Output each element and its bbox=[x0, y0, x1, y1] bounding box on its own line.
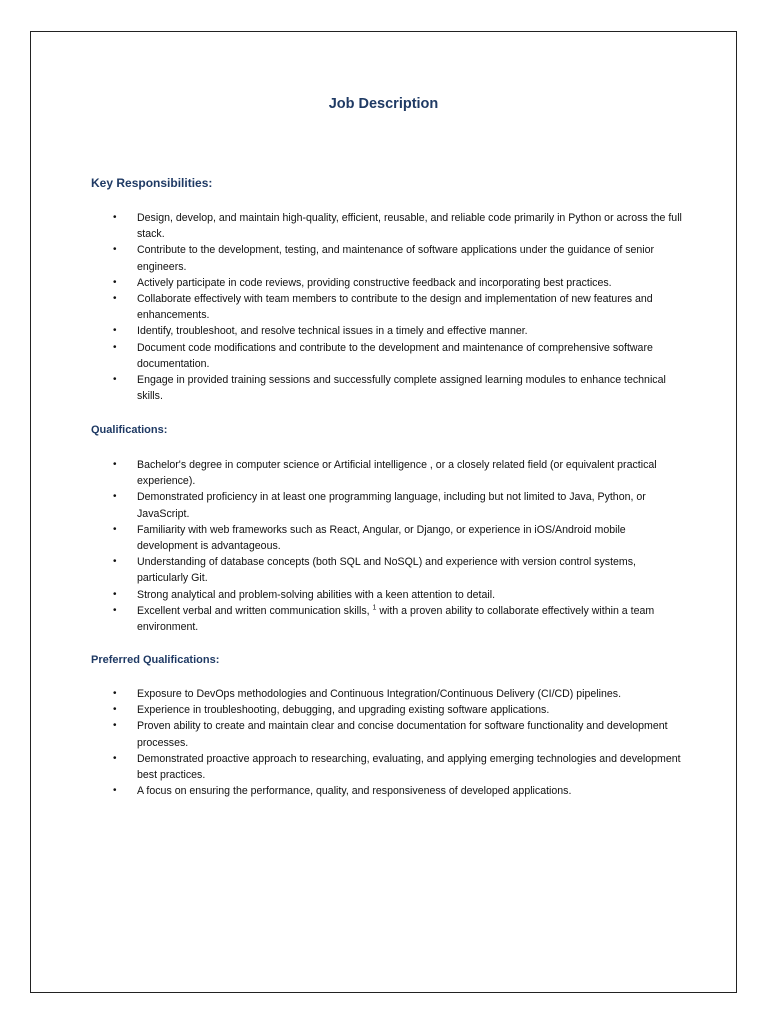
list-item-text: Proven ability to create and maintain clear and concise documentation for software functionality and development processes. bbox=[137, 720, 668, 749]
bullet-icon: • bbox=[113, 785, 117, 797]
list-item bbox=[113, 340, 683, 372]
list-item bbox=[113, 210, 683, 242]
bullet-icon: • bbox=[113, 720, 117, 732]
list-item-text: Strong analytical and problem-solving abilities with a keen attention to detail. bbox=[137, 588, 496, 601]
list-item-text: Document code modifications and contribute to the development and maintenance of comprehensive software documentation. bbox=[137, 341, 653, 370]
qualifications-list bbox=[113, 457, 683, 635]
bullet-icon: • bbox=[113, 704, 117, 716]
bullet-icon: • bbox=[113, 212, 117, 223]
list-item bbox=[113, 603, 683, 635]
list-item-text: with a proven ability to collaborate effectively within a team environment. bbox=[137, 604, 655, 634]
list-item-text: Bachelor's degree in computer science or Artificial intelligence , or a closely related field (or equivalent practical experience). bbox=[137, 459, 657, 488]
list-item bbox=[113, 686, 683, 702]
list-item-text: Understanding of database concepts (both SQL and NoSQL) and experience with version control systems, particularly Git. bbox=[137, 556, 636, 585]
bullet-icon: • bbox=[113, 293, 117, 305]
bullet-icon: • bbox=[113, 341, 117, 353]
list-item-text: Exposure to DevOps methodologies and Continuous Integration/Continuous Delivery (CI/CD) pipelines. bbox=[137, 688, 622, 700]
bullet-icon: • bbox=[113, 588, 117, 600]
list-item-text: Experience in troubleshooting, debugging, and upgrading existing software applications. bbox=[137, 704, 550, 717]
section-heading-preferred-qualifications: Preferred Qualifications: bbox=[91, 654, 220, 666]
list-item-text: Design, develop, and maintain high-quality, efficient, reusable, and reliable code primarily in Python or across the full stack. bbox=[137, 212, 682, 241]
key-responsibilities-list bbox=[113, 210, 683, 404]
list-item-text: A focus on ensuring the performance, quality, and responsiveness of developed applications. bbox=[137, 785, 572, 798]
list-item bbox=[113, 457, 683, 489]
list-item-text: Contribute to the development, testing, and maintenance of software applications under the guidance of senior engineers. bbox=[137, 244, 655, 273]
list-item bbox=[113, 291, 683, 323]
list-item bbox=[113, 323, 683, 339]
list-item-text: Engage in provided training sessions and successfully complete assigned learning modules to enhance technical skills. bbox=[137, 374, 666, 403]
list-item bbox=[113, 522, 683, 554]
bullet-icon: • bbox=[113, 459, 117, 470]
bullet-icon: • bbox=[113, 244, 117, 256]
list-item bbox=[113, 554, 683, 586]
bullet-icon: • bbox=[113, 491, 117, 503]
list-item-text: Demonstrated proactive approach to researching, evaluating, and applying emerging technologies and development best practices. bbox=[137, 752, 681, 782]
document-title: Job Description bbox=[328, 96, 439, 112]
list-item bbox=[113, 702, 683, 718]
list-item bbox=[113, 718, 683, 750]
section-heading-key-responsibilities: Key Responsibilities: bbox=[91, 176, 213, 190]
bullet-icon: • bbox=[113, 374, 117, 386]
footnote-marker: 1 bbox=[372, 604, 377, 612]
list-item bbox=[113, 587, 683, 603]
list-item-text: Actively participate in code reviews, providing constructive feedback and incorporating best practices. bbox=[137, 276, 612, 289]
list-item bbox=[113, 372, 683, 404]
list-item-text: Excellent verbal and written communication skills, bbox=[137, 604, 373, 617]
section-heading-qualifications: Qualifications: bbox=[91, 424, 168, 436]
list-item bbox=[113, 242, 683, 274]
list-item bbox=[113, 751, 683, 783]
list-item bbox=[113, 783, 683, 799]
bullet-icon: • bbox=[113, 523, 117, 535]
bullet-icon: • bbox=[113, 325, 117, 337]
list-item-text: Demonstrated proficiency in at least one programming language, including but not limited to Java, Python, or JavaScript. bbox=[137, 491, 646, 520]
list-item-text: Identify, troubleshoot, and resolve technical issues in a timely and effective manner. bbox=[137, 325, 528, 338]
document-page bbox=[30, 31, 737, 993]
preferred-qualifications-list bbox=[113, 686, 683, 799]
list-item bbox=[113, 489, 683, 521]
list-item bbox=[113, 275, 683, 291]
list-item-text: Familiarity with web frameworks such as React, Angular, or Django, or experience in iOS/Android mobile development is advantageous. bbox=[137, 523, 626, 553]
bullet-icon: • bbox=[113, 604, 117, 616]
bullet-icon: • bbox=[113, 752, 117, 764]
list-item-text: Collaborate effectively with team members to contribute to the design and implementation of new features and enhancements. bbox=[137, 293, 653, 322]
bullet-icon: • bbox=[113, 688, 117, 699]
bullet-icon: • bbox=[113, 276, 117, 288]
bullet-icon: • bbox=[113, 556, 117, 568]
